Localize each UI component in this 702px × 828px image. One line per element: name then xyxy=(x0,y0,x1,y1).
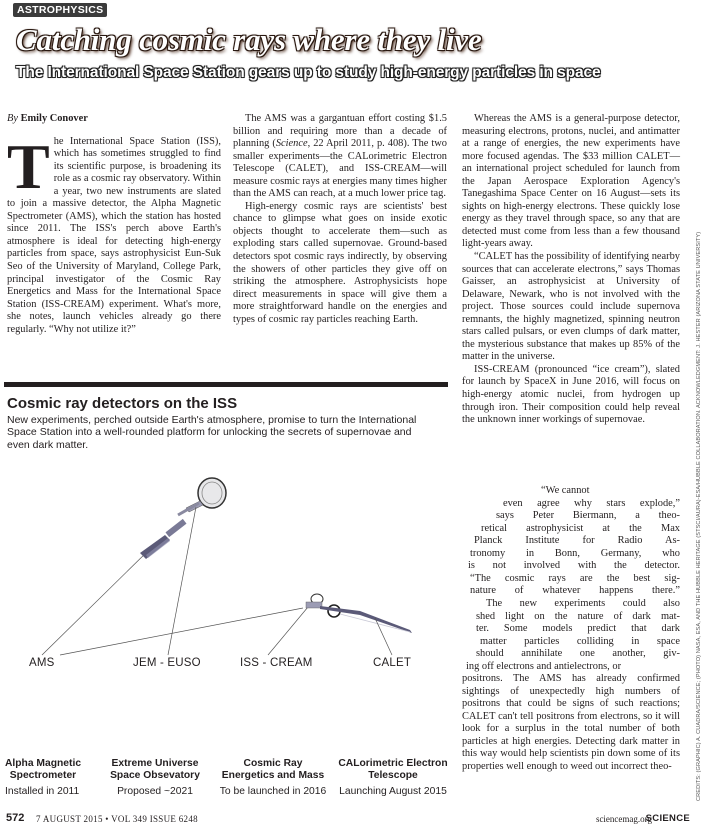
wrap-line: The new experiments could also xyxy=(486,597,680,609)
paragraph-text: The AMS was a gargantuan effort costing $1.5 billion and requiring more than a decade of planning ( xyxy=(233,113,447,150)
figure-caption: New experiments, perched outside Earth's atmosphere, promise to turn the International Space Station into a well-rounded platform for unlocking the secrets of supernovae and even dark matter. xyxy=(7,414,417,451)
detector-status-iss-cream: To be launched in 2016 xyxy=(219,786,327,797)
paragraph: Whereas the AMS is a general-purpose detector, measuring electrons, protons, nuclei, and antimatter at a range of energies, the new experiments have more focused agendas. The $33 million CALET—an international project scheduled for launch from the Japan Aerospace Exploration Agency's Tanegashima Space Center on 16 August—sets its sights on high-energy electrons. These quickly lose energy as they travel through space, so any that are detected must come from less than a few thousand light-years away. xyxy=(462,113,680,250)
issue-date: 7 AUGUST 2015 • VOL 349 ISSUE 6248 xyxy=(36,814,198,824)
detector-status-calet: Launching August 2015 xyxy=(339,786,447,797)
paragraph-text: , 22 April 2011, p. 408). The two smaller experiments—the CALorimetric Electron Telescope (CALET), and ISS-CREAM—will measure cosmic rays at energies many times higher than the AMS can reach, at a much lower price tag. xyxy=(233,138,448,200)
page-footer xyxy=(6,813,690,827)
iss-cream-leader-line xyxy=(268,601,313,655)
jem-euso-telescope xyxy=(178,478,226,515)
detector-label-iss-cream: ISS - CREAM xyxy=(240,657,313,669)
paragraph: ISS-CREAM (pronounced “ice cream”), slated for launch by SpaceX in June 2016, will focus on high-energy atomic nuclei, from hydrogen up through iron. Their composition could help reveal the unknown inner workings of supernovae. xyxy=(462,363,680,426)
headline: Catching cosmic rays where they live xyxy=(16,22,482,57)
detector-name-calet: CALorimetric Electron Telescope xyxy=(338,758,448,782)
paragraph: “CALET has the possibility of identifying nearby sources that can accelerate electrons,” says Thomas Gaisser, an astrophysicist at University of Delaware, Newark, who is not involved with the project. Those sources could include supernova remnants, the highly magnetized, spinning neutron stars called pulsars, or even clumps of dark matter, the mysterious substance that makes up 85% of the matter in the universe. xyxy=(462,251,680,363)
detector-name-iss-cream: Cosmic Ray Energetics and Mass xyxy=(221,758,325,782)
journal-ref: Science xyxy=(275,138,308,150)
detector-status-ams: Installed in 2011 xyxy=(5,786,80,797)
section-tag: ASTROPHYSICS xyxy=(13,3,107,17)
wrap-line: ter. Some models predict that dark xyxy=(476,623,680,635)
detector-name-jem-euso: Extreme Universe Space Obsevatory xyxy=(110,758,200,782)
detector-label-ams: AMS xyxy=(29,657,55,669)
wrap-line: retical astrophysicist at the Max xyxy=(481,522,680,534)
site-url: sciencemag.org xyxy=(595,814,652,824)
article-column-3 xyxy=(462,113,680,427)
page-number: 572 xyxy=(6,812,25,824)
wrap-line: matter particles colliding in space xyxy=(480,635,680,647)
wrap-line: says Peter Biermann, a theo- xyxy=(496,510,680,522)
wrap-line: should annihilate one another, giv- xyxy=(476,648,680,660)
credit-text: CREDITS: (GRAPHIC) A. CUADRA/SCIENCE; (PHOTO) NASA, ESA, AND THE HUBBLE HERITAGE (STSCI/AURA)-ESA/HUBBLE COLLABORATION. ACKNOWLEDGMENT: J. HESTER (ARIZONA STATE UNIVERSITY) xyxy=(696,231,702,801)
wrap-line: “We cannot xyxy=(541,485,590,496)
detector-name-ams: Alpha Magnetic Spectrometer xyxy=(4,758,82,782)
byline-author: Emily Conover xyxy=(20,113,88,124)
dek: The International Space Station gears up to study high-energy particles in space xyxy=(16,64,601,81)
journal-brand: SCIENCE xyxy=(645,813,690,824)
wrap-line: nature of whatever happens there.” xyxy=(470,585,680,597)
jem-truss xyxy=(165,519,186,537)
paragraph-text: he International Space Station (ISS), which has sometimes struggled to find its scientific purpose, is broadening its role as a cosmic ray observatory. Within a year, two new instruments are slated to join a massive detector, the Alpha Magnetic Spectrometer (AMS), which the station has hosted since 2011. The ISS's perch above Earth's atmosphere is ideal for detecting high-energy particles from space, says astrophysicist Eun-Suk Seo of the University of Maryland, College Park, principal investigator of the Cosmic Ray Energetics and Mass for the International Space Station (ISS-CREAM) experiment. What's more, she notes, launch vehicles already go there regularly. “Why not utilize it?” xyxy=(7,135,221,335)
ams-leader-line xyxy=(42,547,152,655)
wrap-line: shed light on the nature of dark mat- xyxy=(476,610,680,622)
paragraph xyxy=(233,113,447,201)
paragraph xyxy=(7,130,221,337)
wrap-line: is not involved with the detector. xyxy=(468,560,680,572)
detector-label-jem-euso: JEM - EUSO xyxy=(133,657,201,669)
wrap-line: tronomy in Bonn, Germany, who xyxy=(470,547,680,559)
detector-status-jem-euso: Proposed ~2021 xyxy=(117,786,193,797)
exposed-facility xyxy=(306,594,412,633)
iss-illustration xyxy=(42,478,412,655)
figure-rule xyxy=(4,382,448,387)
wrap-line: “The cosmic rays are the best sig- xyxy=(470,572,680,584)
detector-label-calet: CALET xyxy=(373,657,412,669)
jem-module xyxy=(140,535,170,559)
iss-diagram xyxy=(0,440,460,670)
article-column-1 xyxy=(7,113,221,336)
paragraph: High-energy cosmic rays are scientists' best chance to glimpse what goes on inside exotic objects thought to accelerate them—such as exploding stars called supernovae. Ground-based detectors spot cosmic rays indirectly, by observing the showers of other particles they give off on striking the atmosphere. Astrophysicists hope direct measurements in space will give them a more straightforward handle on the energies and types of cosmic ray particles reaching Earth. xyxy=(233,200,447,325)
byline xyxy=(7,113,221,126)
drop-cap: T xyxy=(7,130,50,202)
figure-title: Cosmic ray detectors on the ISS xyxy=(7,395,238,412)
article-column-3-continued xyxy=(462,673,680,773)
wrap-line: even agree why stars explode,” xyxy=(503,497,680,509)
photo-credit xyxy=(686,116,702,801)
ams-to-station-line xyxy=(60,608,303,655)
wrap-line: ing off electrons and antielectrons, or xyxy=(466,660,622,672)
paragraph: positrons. The AMS has already confirmed sightings of unexpectedly high numbers of positrons that could be signs of such reactions; CALET can't tell positrons from electrons, so it will look for a surplus in the total number of both particles at high energies. Detecting dark matter in this way would help scientists pin down some of its properties well enough to weed out incorrect theo- xyxy=(462,673,680,772)
byline-by: By xyxy=(7,113,18,124)
article-column-2 xyxy=(233,113,447,326)
wrap-line: Planck Institute for Radio As- xyxy=(474,535,680,547)
